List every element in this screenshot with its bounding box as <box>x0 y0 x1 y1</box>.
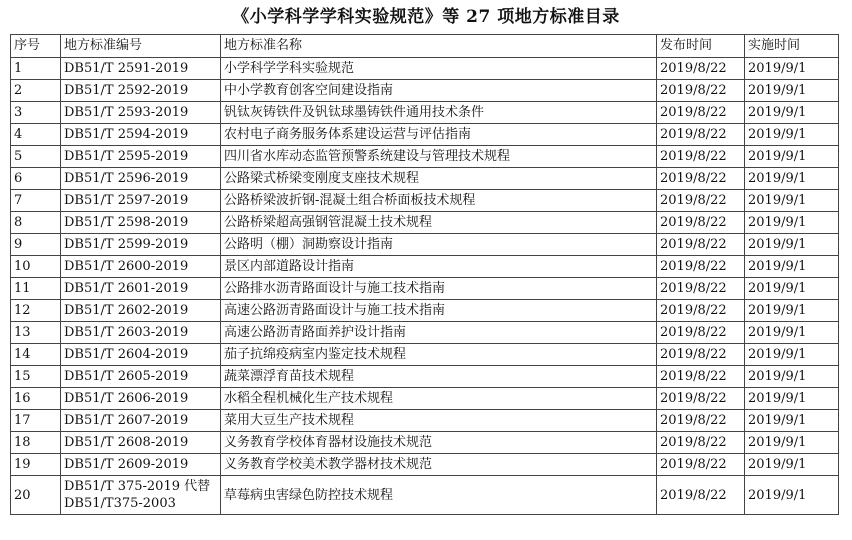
cell-no: 19 <box>11 454 61 476</box>
cell-publish-date: 2019/8/22 <box>657 432 745 454</box>
cell-code: DB51/T 2609-2019 <box>61 454 221 476</box>
cell-code: DB51/T 2608-2019 <box>61 432 221 454</box>
cell-name: 公路桥梁超高强钢管混凝土技术规程 <box>221 212 657 234</box>
cell-name: 菜用大豆生产技术规程 <box>221 410 657 432</box>
header-implement-date: 实施时间 <box>745 35 839 58</box>
table-row <box>11 322 839 344</box>
cell-implement-date: 2019/9/1 <box>745 366 839 388</box>
cell-code: DB51/T 2600-2019 <box>61 256 221 278</box>
table-row <box>11 344 839 366</box>
cell-publish-date: 2019/8/22 <box>657 300 745 322</box>
table-row <box>11 388 839 410</box>
cell-no: 14 <box>11 344 61 366</box>
cell-publish-date: 2019/8/22 <box>657 212 745 234</box>
header-publish-date: 发布时间 <box>657 35 745 58</box>
cell-publish-date: 2019/8/22 <box>657 80 745 102</box>
cell-publish-date: 2019/8/22 <box>657 476 745 515</box>
cell-implement-date: 2019/9/1 <box>745 454 839 476</box>
cell-code: DB51/T 2604-2019 <box>61 344 221 366</box>
cell-no: 15 <box>11 366 61 388</box>
cell-code: DB51/T 2595-2019 <box>61 146 221 168</box>
cell-code: DB51/T 2592-2019 <box>61 80 221 102</box>
cell-name: 景区内部道路设计指南 <box>221 256 657 278</box>
cell-name: 钒钛灰铸铁件及钒钛球墨铸铁件通用技术条件 <box>221 102 657 124</box>
header-no: 序号 <box>11 35 61 58</box>
cell-name: 公路明（棚）洞勘察设计指南 <box>221 234 657 256</box>
cell-no: 7 <box>11 190 61 212</box>
cell-no: 1 <box>11 58 61 80</box>
cell-publish-date: 2019/8/22 <box>657 410 745 432</box>
table-row <box>11 410 839 432</box>
cell-no: 4 <box>11 124 61 146</box>
cell-code: DB51/T 2597-2019 <box>61 190 221 212</box>
cell-no: 13 <box>11 322 61 344</box>
table-body <box>11 58 839 515</box>
cell-code: DB51/T 2596-2019 <box>61 168 221 190</box>
cell-name: 四川省水库动态监管预警系统建设与管理技术规程 <box>221 146 657 168</box>
table-row <box>11 476 839 515</box>
cell-implement-date: 2019/9/1 <box>745 256 839 278</box>
header-name: 地方标准名称 <box>221 35 657 58</box>
cell-code: DB51/T 2607-2019 <box>61 410 221 432</box>
table-row <box>11 366 839 388</box>
cell-implement-date: 2019/9/1 <box>745 146 839 168</box>
cell-code: DB51/T 2593-2019 <box>61 102 221 124</box>
table-row <box>11 256 839 278</box>
cell-name: 茄子抗绵疫病室内鉴定技术规程 <box>221 344 657 366</box>
cell-code: DB51/T 2599-2019 <box>61 234 221 256</box>
cell-no: 10 <box>11 256 61 278</box>
cell-code: DB51/T 2598-2019 <box>61 212 221 234</box>
cell-implement-date: 2019/9/1 <box>745 322 839 344</box>
table-row <box>11 58 839 80</box>
cell-name: 义务教育学校体育器材设施技术规范 <box>221 432 657 454</box>
cell-implement-date: 2019/9/1 <box>745 432 839 454</box>
cell-name: 高速公路沥青路面设计与施工技术指南 <box>221 300 657 322</box>
cell-name: 中小学教育创客空间建设指南 <box>221 80 657 102</box>
table-row <box>11 278 839 300</box>
table-row <box>11 80 839 102</box>
cell-no: 20 <box>11 476 61 515</box>
table-row <box>11 454 839 476</box>
cell-no: 12 <box>11 300 61 322</box>
cell-code: DB51/T 2605-2019 <box>61 366 221 388</box>
cell-implement-date: 2019/9/1 <box>745 124 839 146</box>
cell-implement-date: 2019/9/1 <box>745 388 839 410</box>
table-row <box>11 432 839 454</box>
cell-implement-date: 2019/9/1 <box>745 344 839 366</box>
cell-publish-date: 2019/8/22 <box>657 388 745 410</box>
header-code: 地方标准编号 <box>61 35 221 58</box>
cell-publish-date: 2019/8/22 <box>657 58 745 80</box>
cell-publish-date: 2019/8/22 <box>657 454 745 476</box>
table-row <box>11 124 839 146</box>
cell-name: 农村电子商务服务体系建设运营与评估指南 <box>221 124 657 146</box>
table-row <box>11 300 839 322</box>
cell-no: 6 <box>11 168 61 190</box>
cell-implement-date: 2019/9/1 <box>745 476 839 515</box>
table-row <box>11 168 839 190</box>
table-row <box>11 102 839 124</box>
table-row <box>11 234 839 256</box>
cell-name: 蔬菜漂浮育苗技术规程 <box>221 366 657 388</box>
cell-publish-date: 2019/8/22 <box>657 190 745 212</box>
standards-table <box>10 34 839 515</box>
table-row <box>11 190 839 212</box>
cell-name: 公路梁式桥梁变刚度支座技术规程 <box>221 168 657 190</box>
cell-code: DB51/T 375-2019 代替 DB51/T375-2003 <box>61 476 221 515</box>
cell-no: 3 <box>11 102 61 124</box>
cell-no: 11 <box>11 278 61 300</box>
cell-code: DB51/T 2594-2019 <box>61 124 221 146</box>
cell-implement-date: 2019/9/1 <box>745 58 839 80</box>
cell-code: DB51/T 2601-2019 <box>61 278 221 300</box>
table-header-row <box>11 35 839 58</box>
cell-no: 8 <box>11 212 61 234</box>
cell-no: 2 <box>11 80 61 102</box>
table-row <box>11 212 839 234</box>
cell-implement-date: 2019/9/1 <box>745 212 839 234</box>
cell-name: 公路排水沥青路面设计与施工技术指南 <box>221 278 657 300</box>
cell-publish-date: 2019/8/22 <box>657 234 745 256</box>
cell-no: 16 <box>11 388 61 410</box>
cell-implement-date: 2019/9/1 <box>745 190 839 212</box>
cell-implement-date: 2019/9/1 <box>745 80 839 102</box>
cell-publish-date: 2019/8/22 <box>657 278 745 300</box>
cell-name: 草莓病虫害绿色防控技术规程 <box>221 476 657 515</box>
cell-code: DB51/T 2603-2019 <box>61 322 221 344</box>
cell-publish-date: 2019/8/22 <box>657 124 745 146</box>
cell-publish-date: 2019/8/22 <box>657 322 745 344</box>
cell-publish-date: 2019/8/22 <box>657 146 745 168</box>
cell-no: 5 <box>11 146 61 168</box>
page-title: 《小学科学学科实验规范》等 27 项地方标准目录 <box>232 7 620 27</box>
cell-name: 公路桥梁波折钢-混凝土组合桥面板技术规程 <box>221 190 657 212</box>
cell-no: 18 <box>11 432 61 454</box>
cell-code: DB51/T 2591-2019 <box>61 58 221 80</box>
cell-code: DB51/T 2606-2019 <box>61 388 221 410</box>
cell-implement-date: 2019/9/1 <box>745 168 839 190</box>
cell-publish-date: 2019/8/22 <box>657 102 745 124</box>
cell-implement-date: 2019/9/1 <box>745 278 839 300</box>
cell-no: 17 <box>11 410 61 432</box>
cell-publish-date: 2019/8/22 <box>657 256 745 278</box>
cell-no: 9 <box>11 234 61 256</box>
cell-implement-date: 2019/9/1 <box>745 102 839 124</box>
cell-publish-date: 2019/8/22 <box>657 366 745 388</box>
cell-name: 小学科学学科实验规范 <box>221 58 657 80</box>
table-row <box>11 146 839 168</box>
cell-implement-date: 2019/9/1 <box>745 410 839 432</box>
cell-implement-date: 2019/9/1 <box>745 234 839 256</box>
cell-code: DB51/T 2602-2019 <box>61 300 221 322</box>
cell-name: 高速公路沥青路面养护设计指南 <box>221 322 657 344</box>
cell-implement-date: 2019/9/1 <box>745 300 839 322</box>
cell-name: 义务教育学校美术教学器材技术规范 <box>221 454 657 476</box>
cell-name: 水稻全程机械化生产技术规程 <box>221 388 657 410</box>
cell-publish-date: 2019/8/22 <box>657 168 745 190</box>
cell-publish-date: 2019/8/22 <box>657 344 745 366</box>
